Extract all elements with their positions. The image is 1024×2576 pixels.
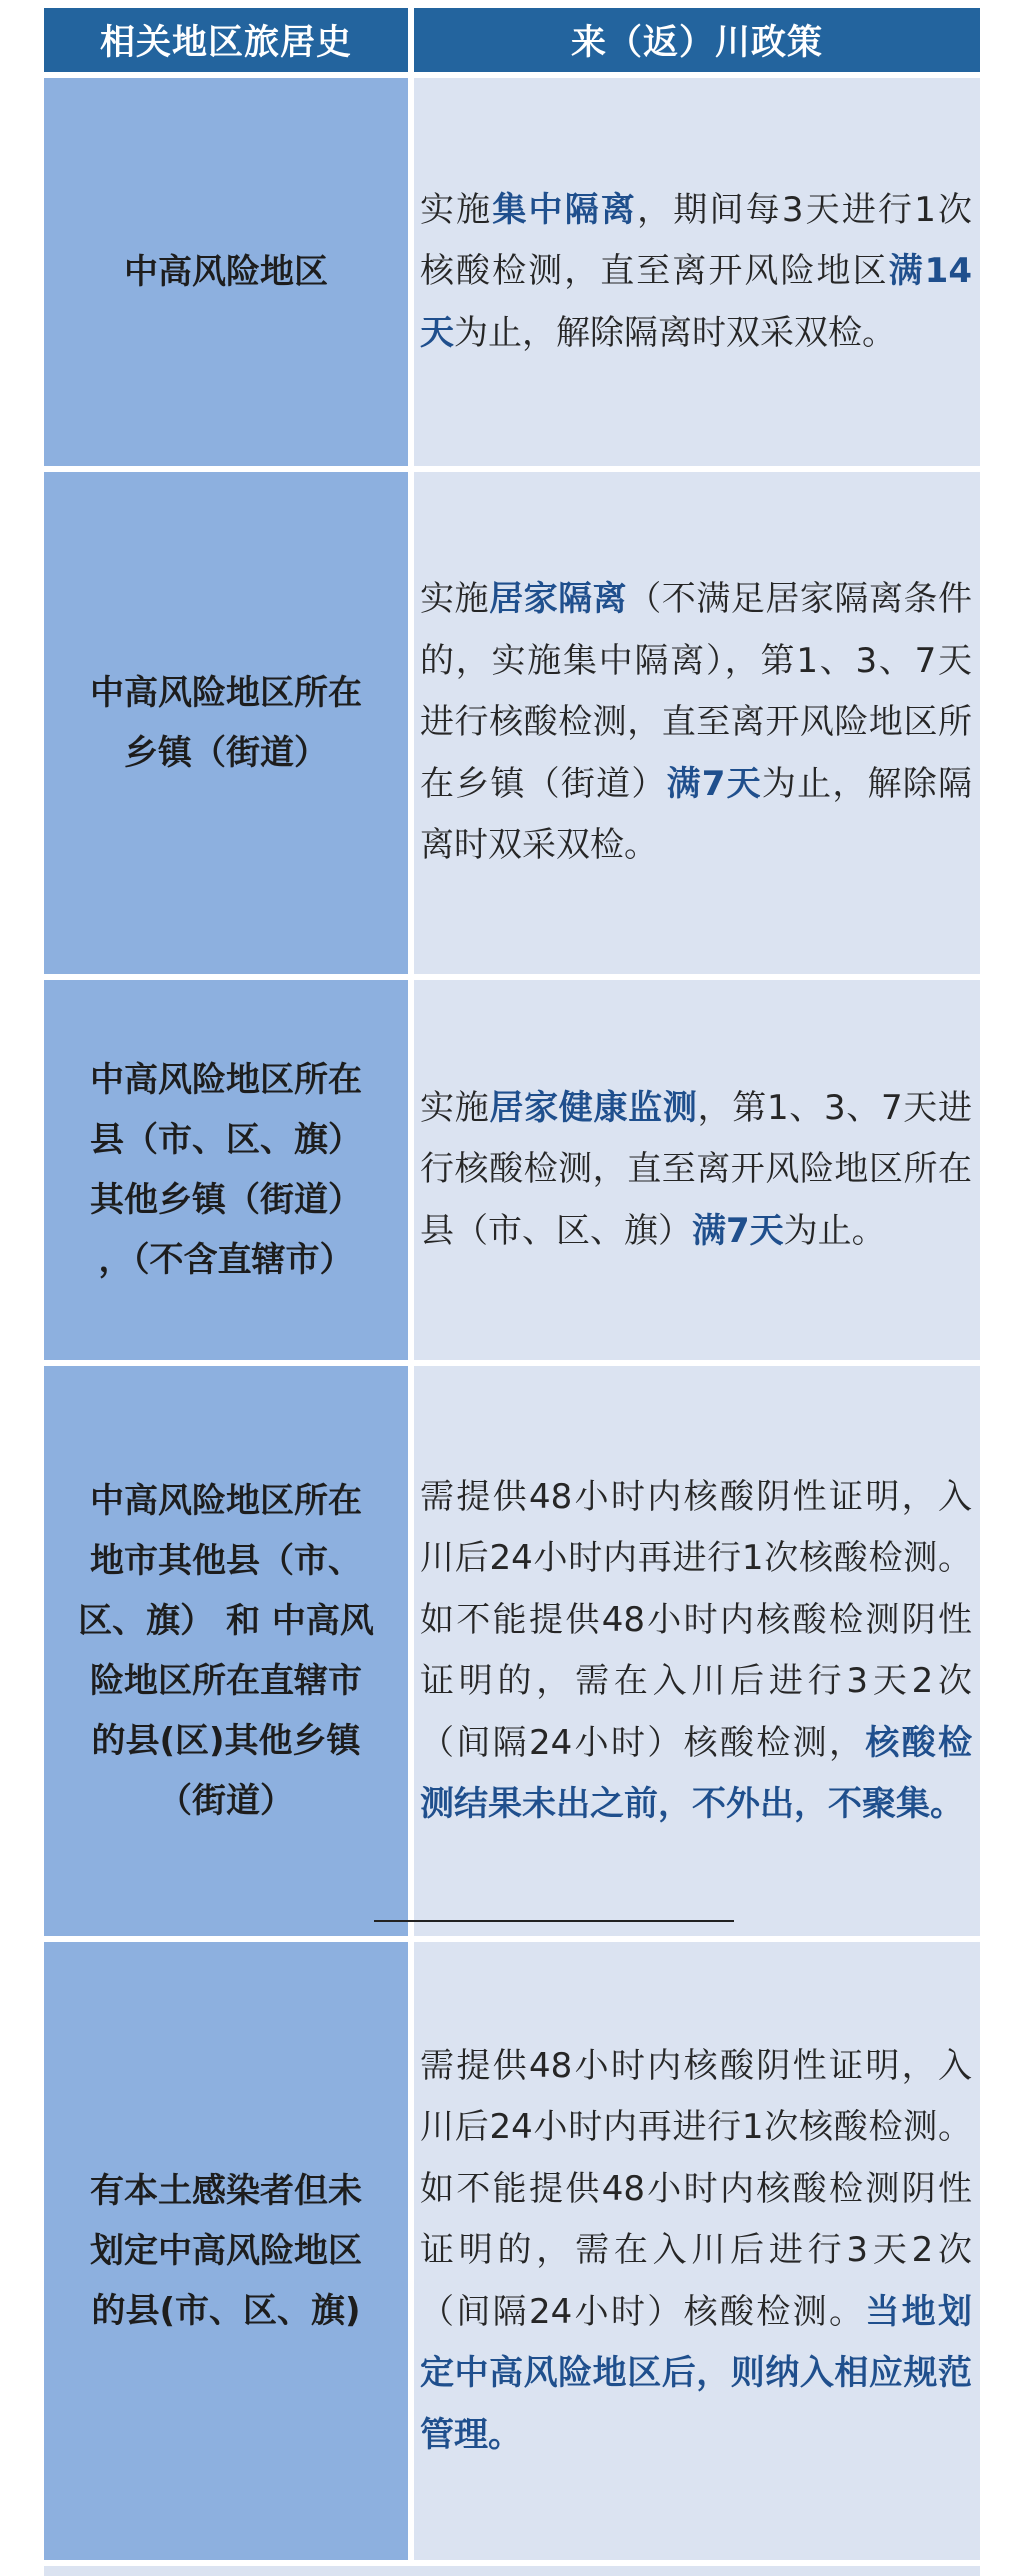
policy-text: 为止，解除隔离时双采双检。 — [454, 312, 896, 353]
policy-highlight: 当地划定中高风险地区后，则纳入相应规范管理。 — [420, 2291, 973, 2455]
region-line: 区、旗） 和 中高风 — [78, 1601, 374, 1641]
region-line: 的县(区)其他乡镇 — [91, 1721, 361, 1761]
policy-text: ，第1、3、7天进行核酸检测，直至离开风险地区所在县（市、区、旗） — [420, 1087, 973, 1251]
region-line: 县（市、区、旗） — [90, 1120, 362, 1160]
row-3-region — [44, 980, 408, 1360]
row-5-policy — [414, 1942, 980, 2560]
row-2-policy — [414, 472, 980, 974]
row-4-policy — [414, 1366, 980, 1936]
row-2-region — [44, 472, 408, 974]
policy-highlight: 满14天 — [420, 251, 972, 353]
policy-text: （不满足居家隔离条件的，实施集中隔离），第1、3、7天进行核酸检测，直至离开风险地区所在乡镇（街道） — [420, 579, 973, 804]
region-line: 中高风险地区所在 — [90, 1060, 362, 1100]
policy-highlight: 居家隔离 — [489, 579, 628, 620]
policy-text: 实施 — [420, 1087, 490, 1128]
region-line: 中高风险地区 — [124, 252, 328, 292]
policy-text: 实施 — [420, 189, 493, 230]
row-4-region — [44, 1366, 408, 1936]
header-region-history: 相关地区旅居史 — [44, 8, 408, 72]
region-line: 的县(市、区、旗) — [91, 2291, 361, 2331]
region-line: 险地区所在直辖市 — [90, 1661, 362, 1701]
policy-highlight: 满7天 — [666, 763, 762, 804]
policy-highlight: 居家健康监测 — [489, 1087, 698, 1128]
region-line: 中高风险地区所在 — [90, 673, 362, 713]
region-text — [90, 663, 362, 783]
policy-highlight: 集中隔离 — [492, 189, 638, 230]
region-line: 其他乡镇（街道） — [90, 1180, 362, 1220]
region-line: 中高风险地区所在 — [90, 1481, 362, 1521]
policy-text: ，期间每3天进行1次核酸检测，直至离开风险地区 — [420, 189, 973, 292]
region-line: 划定中高风险地区 — [90, 2231, 362, 2271]
region-text — [90, 1050, 362, 1290]
policy-text: 为止。 — [783, 1210, 886, 1251]
row-3-policy — [414, 980, 980, 1360]
region-line: 有本土感染者但未 — [90, 2171, 362, 2211]
policy-text: 实施 — [420, 579, 490, 620]
row-1-region — [44, 78, 408, 466]
policy-text: 需提供48小时内核酸阴性证明，入川后24小时内再进行1次核酸检测。如不能提供48小时内核酸检测阴性证明的，需在入川后进行3天2次（间隔24小时）核酸检测， — [420, 1476, 972, 1763]
bottom-strip — [44, 2566, 980, 2576]
policy-table — [44, 8, 980, 2576]
header-policy: 来（返）川政策 — [414, 8, 980, 72]
divider-line — [374, 1920, 734, 1922]
region-line: 地市其他县（市、 — [90, 1541, 362, 1581]
policy-highlight: 核酸检测结果未出之前，不外出，不聚集。 — [420, 1722, 973, 1824]
policy-highlight: 满7天 — [692, 1210, 784, 1251]
region-line: 乡镇（街道） — [124, 733, 328, 773]
region-text — [78, 1471, 374, 1831]
region-text — [124, 242, 328, 302]
row-1-policy — [414, 78, 980, 466]
policy-text: 为止，解除隔离时双采双检。 — [420, 763, 972, 866]
region-text — [90, 2161, 362, 2341]
policy-text: 需提供48小时内核酸阴性证明，入川后24小时内再进行1次核酸检测。如不能提供48小时内核酸检测阴性证明的，需在入川后进行3天2次（间隔24小时）核酸检测。 — [420, 2045, 972, 2332]
region-line: ，（不含直辖市） — [98, 1240, 354, 1280]
region-line: （街道） — [158, 1781, 294, 1821]
row-5-region — [44, 1942, 408, 2560]
